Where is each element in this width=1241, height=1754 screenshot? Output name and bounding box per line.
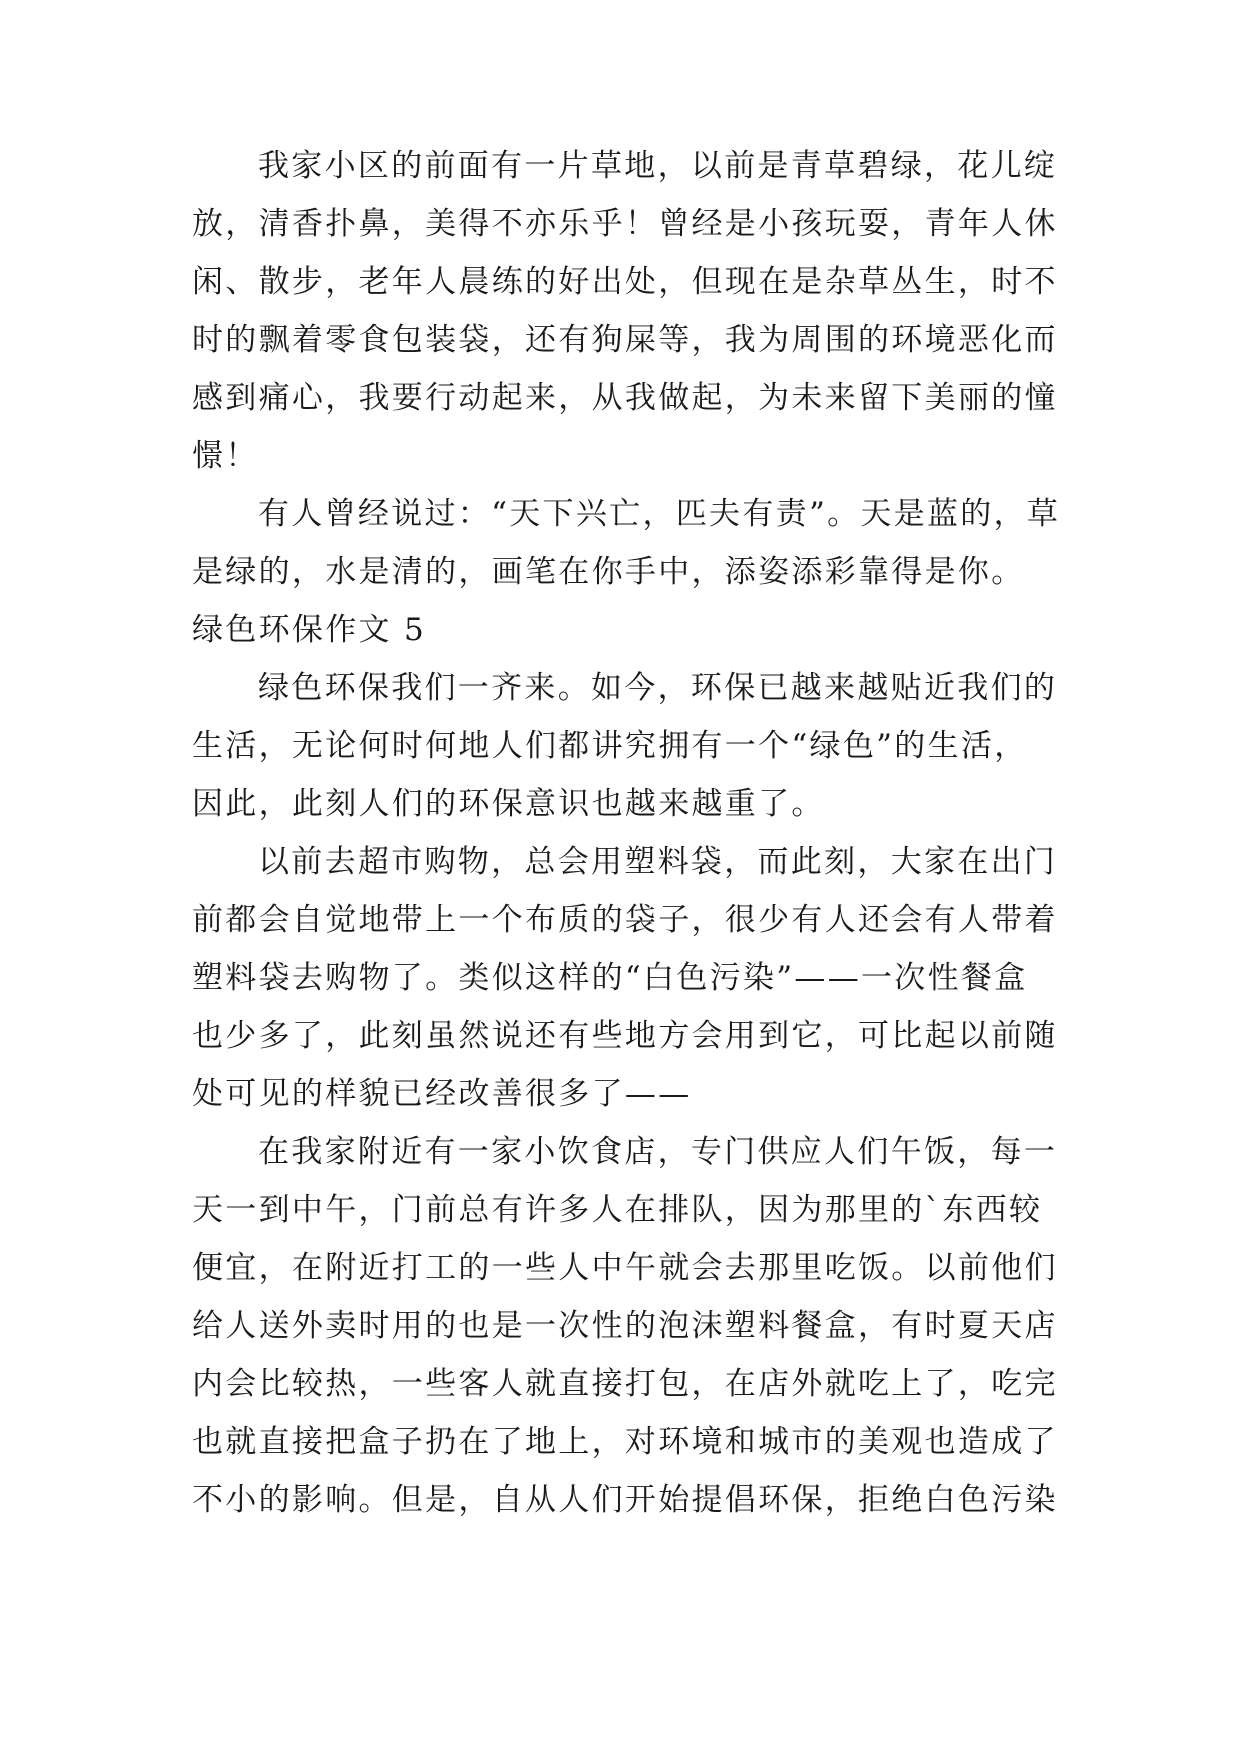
paragraph-2-line-1: 有人曾经说过：“天下兴亡，匹夫有责”。天是蓝的，草	[258, 496, 1061, 532]
section-heading: 绿色环保作文 5	[192, 612, 426, 648]
paragraph-4-line-5: 处可见的样貌已经改善很多了——	[192, 1076, 692, 1112]
paragraph-4-line-1: 以前去超市购物，总会用塑料袋，而此刻，大家在出门	[258, 844, 1058, 880]
paragraph-5-line-7: 不小的影响。但是，自从人们开始提倡环保，拒绝白色污染	[192, 1482, 1058, 1518]
paragraph-3-line-3: 因此，此刻人们的环保意识也越来越重了。	[192, 786, 825, 822]
paragraph-5-line-3: 便宜，在附近打工的一些人中午就会去那里吃饭。以前他们	[192, 1250, 1058, 1286]
paragraph-4-line-4: 也少多了，此刻虽然说还有些地方会用到它，可比起以前随	[192, 1018, 1058, 1054]
paragraph-5-line-6: 也就直接把盒子扔在了地上，对环境和城市的美观也造成了	[192, 1424, 1058, 1460]
paragraph-3-line-1: 绿色环保我们一齐来。如今，环保已越来越贴近我们的	[258, 670, 1058, 706]
paragraph-5-line-4: 给人送外卖时用的也是一次性的泡沫塑料餐盒，有时夏天店	[192, 1308, 1058, 1344]
paragraph-1-line-3: 闲、散步，老年人晨练的好出处，但现在是杂草丛生，时不	[192, 264, 1058, 300]
paragraph-1-line-5: 感到痛心，我要行动起来，从我做起，为未来留下美丽的憧	[192, 380, 1058, 416]
paragraph-1-line-1: 我家小区的前面有一片草地，以前是青草碧绿，花儿绽	[258, 148, 1058, 184]
paragraph-4-line-3: 塑料袋去购物了。类似这样的“白色污染”——一次性餐盒	[192, 960, 1028, 996]
paragraph-5-line-5: 内会比较热，一些客人就直接打包，在店外就吃上了，吃完	[192, 1366, 1058, 1402]
paragraph-1-line-6: 憬！	[192, 438, 259, 474]
paragraph-2-line-2: 是绿的，水是清的，画笔在你手中，添姿添彩靠得是你。	[192, 554, 1025, 590]
paragraph-3-line-2: 生活，无论何时何地人们都讲究拥有一个“绿色”的生活，	[192, 728, 1028, 764]
paragraph-4-line-2: 前都会自觉地带上一个布质的袋子，很少有人还会有人带着	[192, 902, 1058, 938]
paragraph-5-line-1: 在我家附近有一家小饮食店，专门供应人们午饭，每一	[258, 1134, 1058, 1170]
paragraph-1-line-2: 放，清香扑鼻，美得不亦乐乎！曾经是小孩玩耍，青年人休	[192, 206, 1058, 242]
paragraph-1-line-4: 时的飘着零食包装袋，还有狗屎等，我为周围的环境恶化而	[192, 322, 1058, 358]
paragraph-5-line-2: 天一到中午，门前总有许多人在排队，因为那里的`东西较	[192, 1192, 1043, 1228]
